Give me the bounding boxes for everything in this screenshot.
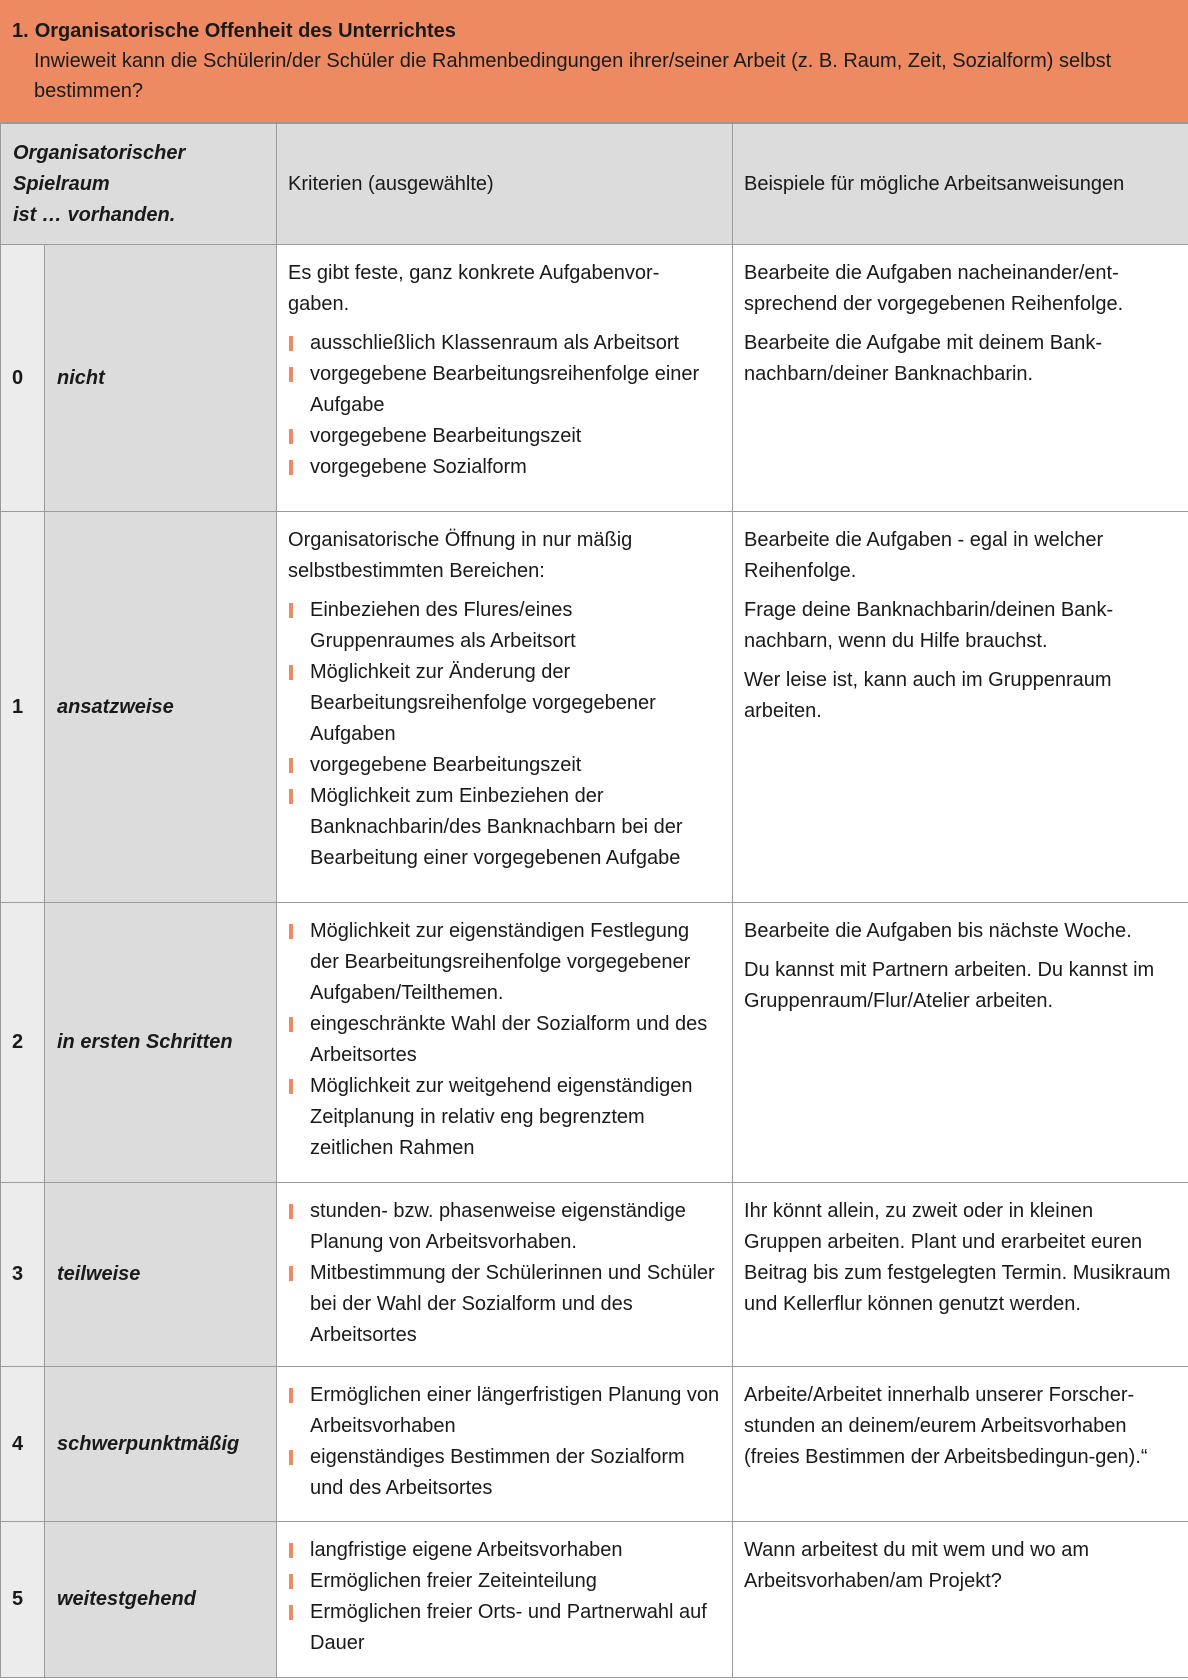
criteria-item-text: vorgegebene Bearbeitungszeit <box>310 425 582 447</box>
level-label: in ersten Schritten <box>45 903 277 1183</box>
examples-cell <box>733 245 1188 512</box>
table-row <box>1 245 1188 512</box>
criteria-item <box>288 1009 720 1071</box>
level-label: teilweise <box>45 1183 277 1367</box>
bullet-mark-icon <box>289 924 293 939</box>
criteria-item-text: Mitbestimmung der Schülerinnen und Schüler bei der Wahl der Sozialform und des Arbeitsortes <box>310 1262 715 1346</box>
criteria-item <box>288 781 720 874</box>
header-level-line: ist … vorhanden. <box>13 203 176 226</box>
table-row <box>1 1183 1188 1367</box>
criteria-list <box>288 328 720 483</box>
examples-cell <box>733 903 1188 1183</box>
level-number: 1 <box>1 512 45 903</box>
criteria-item-text: stunden- bzw. phasenweise eigenständige Planung von Arbeitsvorhaben. <box>310 1200 686 1253</box>
criteria-item <box>288 1196 720 1258</box>
example-instruction: Bearbeite die Aufgaben nacheinander/ent-sprechend der vorgegebenen Reihenfolge. <box>744 262 1124 315</box>
criteria-item <box>288 1535 720 1566</box>
bullet-mark-icon <box>289 1079 293 1094</box>
level-number: 4 <box>1 1367 45 1522</box>
example-instruction: Du kannst mit Partnern arbeiten. Du kannst im Gruppenraum/Flur/Atelier arbeiten. <box>744 959 1155 1012</box>
bullet-mark-icon <box>289 1543 293 1558</box>
section-title-text: Organisatorische Offenheit des Unterrichtes <box>34 20 456 42</box>
criteria-item <box>288 359 720 421</box>
bullet-mark-icon <box>289 1605 293 1620</box>
criteria-item-text: Möglichkeit zur Änderung der Bearbeitungsreihenfolge vorgegebener Aufgaben <box>310 661 656 745</box>
criteria-cell <box>277 903 733 1183</box>
criteria-item <box>288 328 720 359</box>
criteria-list <box>288 595 720 874</box>
criteria-item <box>288 1597 720 1659</box>
examples-cell <box>733 1367 1188 1522</box>
bullet-mark-icon <box>289 367 293 382</box>
criteria-item-text: ausschließlich Klassenraum als Arbeitsort <box>310 332 680 354</box>
criteria-item <box>288 595 720 657</box>
example-instruction: Ihr könnt allein, zu zweit oder in kleinen Gruppen arbeiten. Plant und erarbeitet euren Beitrag bis zum festgelegten Termin. Musikraum und Kellerflur können genutzt werden. <box>744 1200 1171 1315</box>
section-banner <box>0 0 1188 123</box>
criteria-intro: Es gibt feste, ganz konkrete Aufgabenvor-gaben. <box>288 262 660 315</box>
criteria-item <box>288 1442 720 1504</box>
criteria-item <box>288 916 720 1009</box>
table-row <box>1 903 1188 1183</box>
criteria-cell <box>277 512 733 903</box>
header-level-line: Organisatorischer <box>13 141 186 164</box>
header-examples: Beispiele für mögliche Arbeitsanweisungen <box>733 124 1188 245</box>
level-label: schwerpunktmäßig <box>45 1367 277 1522</box>
bullet-mark-icon <box>289 1450 293 1465</box>
criteria-item-text: eingeschränkte Wahl der Sozialform und des Arbeitsortes <box>310 1013 708 1066</box>
criteria-cell <box>277 1367 733 1522</box>
bullet-mark-icon <box>289 1388 293 1403</box>
criteria-item-text: Möglichkeit zur weitgehend eigenständigen Zeitplanung in relativ eng begrenztem zeitlichen Rahmen <box>310 1075 693 1159</box>
criteria-item-text: Möglichkeit zur eigenständigen Festlegung der Bearbeitungsreihenfolge vorgegebener Aufgaben/Teilthemen. <box>310 920 691 1004</box>
criteria-list <box>288 916 720 1164</box>
bullet-mark-icon <box>289 336 293 351</box>
bullet-mark-icon <box>289 460 293 475</box>
criteria-item <box>288 1380 720 1442</box>
criteria-item-text: Ermöglichen freier Zeiteinteilung <box>310 1570 597 1592</box>
level-number: 3 <box>1 1183 45 1367</box>
criteria-item <box>288 1071 720 1164</box>
examples-cell <box>733 1522 1188 1678</box>
bullet-mark-icon <box>289 603 293 618</box>
example-instruction: Bearbeite die Aufgabe mit deinem Bank-nachbarn/deiner Banknachbarin. <box>744 332 1103 385</box>
examples-cell <box>733 512 1188 903</box>
table-header-row <box>1 124 1188 245</box>
level-label: ansatzweise <box>45 512 277 903</box>
criteria-cell <box>277 1183 733 1367</box>
criteria-intro: Organisatorische Öffnung in nur mäßig selbstbestimmten Bereichen: <box>288 529 633 582</box>
header-level-column <box>1 124 277 245</box>
level-label: nicht <box>45 245 277 512</box>
criteria-item-text: eigenständiges Bestimmen der Sozialform und des Arbeitsortes <box>310 1446 685 1499</box>
criteria-item-text: Ermöglichen freier Orts- und Partnerwahl auf Dauer <box>310 1601 707 1654</box>
bullet-mark-icon <box>289 1574 293 1589</box>
section-number: 1. <box>12 20 29 42</box>
example-instruction: Frage deine Banknachbarin/deinen Bank-nachbarn, wenn du Hilfe brauchst. <box>744 599 1114 652</box>
bullet-mark-icon <box>289 1266 293 1281</box>
criteria-item-text: Einbeziehen des Flures/eines Gruppenraumes als Arbeitsort <box>310 599 576 652</box>
criteria-list <box>288 1380 720 1504</box>
level-label: weitestgehend <box>45 1522 277 1678</box>
example-instruction: Bearbeite die Aufgaben bis nächste Woche. <box>744 920 1132 942</box>
example-instruction: Wann arbeitest du mit wem und wo am Arbeitsvorhaben/am Projekt? <box>744 1539 1089 1592</box>
table-row <box>1 1367 1188 1522</box>
bullet-mark-icon <box>289 429 293 444</box>
table-row <box>1 512 1188 903</box>
bullet-mark-icon <box>289 1017 293 1032</box>
criteria-cell <box>277 1522 733 1678</box>
criteria-item <box>288 1258 720 1351</box>
header-criteria: Kriterien (ausgewählte) <box>277 124 733 245</box>
criteria-item-text: Möglichkeit zum Einbeziehen der Banknachbarin/des Banknachbarn bei der Bearbeitung einer vorgegebenen Aufgabe <box>310 785 683 869</box>
example-instruction: Wer leise ist, kann auch im Gruppenraum arbeiten. <box>744 669 1112 722</box>
criteria-item <box>288 750 720 781</box>
bullet-mark-icon <box>289 665 293 680</box>
bullet-mark-icon <box>289 758 293 773</box>
criteria-cell <box>277 245 733 512</box>
criteria-item-text: Ermöglichen einer längerfristigen Planung von Arbeitsvorhaben <box>310 1384 720 1437</box>
criteria-item-text: vorgegebene Bearbeitungszeit <box>310 754 582 776</box>
section-question: Inwieweit kann die Schülerin/der Schüler die Rahmenbedingungen ihrer/seiner Arbeit (z. B. Raum, Zeit, Sozialform) selbst bestimmen? <box>34 50 1112 102</box>
level-number: 0 <box>1 245 45 512</box>
level-number: 5 <box>1 1522 45 1678</box>
example-instruction: Bearbeite die Aufgaben - egal in welcher Reihenfolge. <box>744 529 1104 582</box>
bullet-mark-icon <box>289 789 293 804</box>
header-level-line: Spielraum <box>13 172 110 195</box>
level-number: 2 <box>1 903 45 1183</box>
criteria-item-text: langfristige eigene Arbeitsvorhaben <box>310 1539 623 1561</box>
criteria-item-text: vorgegebene Bearbeitungsreihenfolge einer Aufgabe <box>310 363 700 416</box>
example-instruction: Arbeite/Arbeitet innerhalb unserer Forscher-stunden an deinem/eurem Arbeitsvorhaben (freies Bestimmen der Arbeitsbedingun-gen).“ <box>744 1384 1148 1468</box>
criteria-item <box>288 1566 720 1597</box>
examples-cell <box>733 1183 1188 1367</box>
bullet-mark-icon <box>289 1204 293 1219</box>
criteria-table <box>0 123 1188 1678</box>
criteria-list <box>288 1535 720 1659</box>
criteria-item-text: vorgegebene Sozialform <box>310 456 527 478</box>
table-row <box>1 1522 1188 1678</box>
criteria-item <box>288 657 720 750</box>
criteria-list <box>288 1196 720 1351</box>
section-title <box>12 16 1176 46</box>
criteria-item <box>288 421 720 452</box>
criteria-item <box>288 452 720 483</box>
